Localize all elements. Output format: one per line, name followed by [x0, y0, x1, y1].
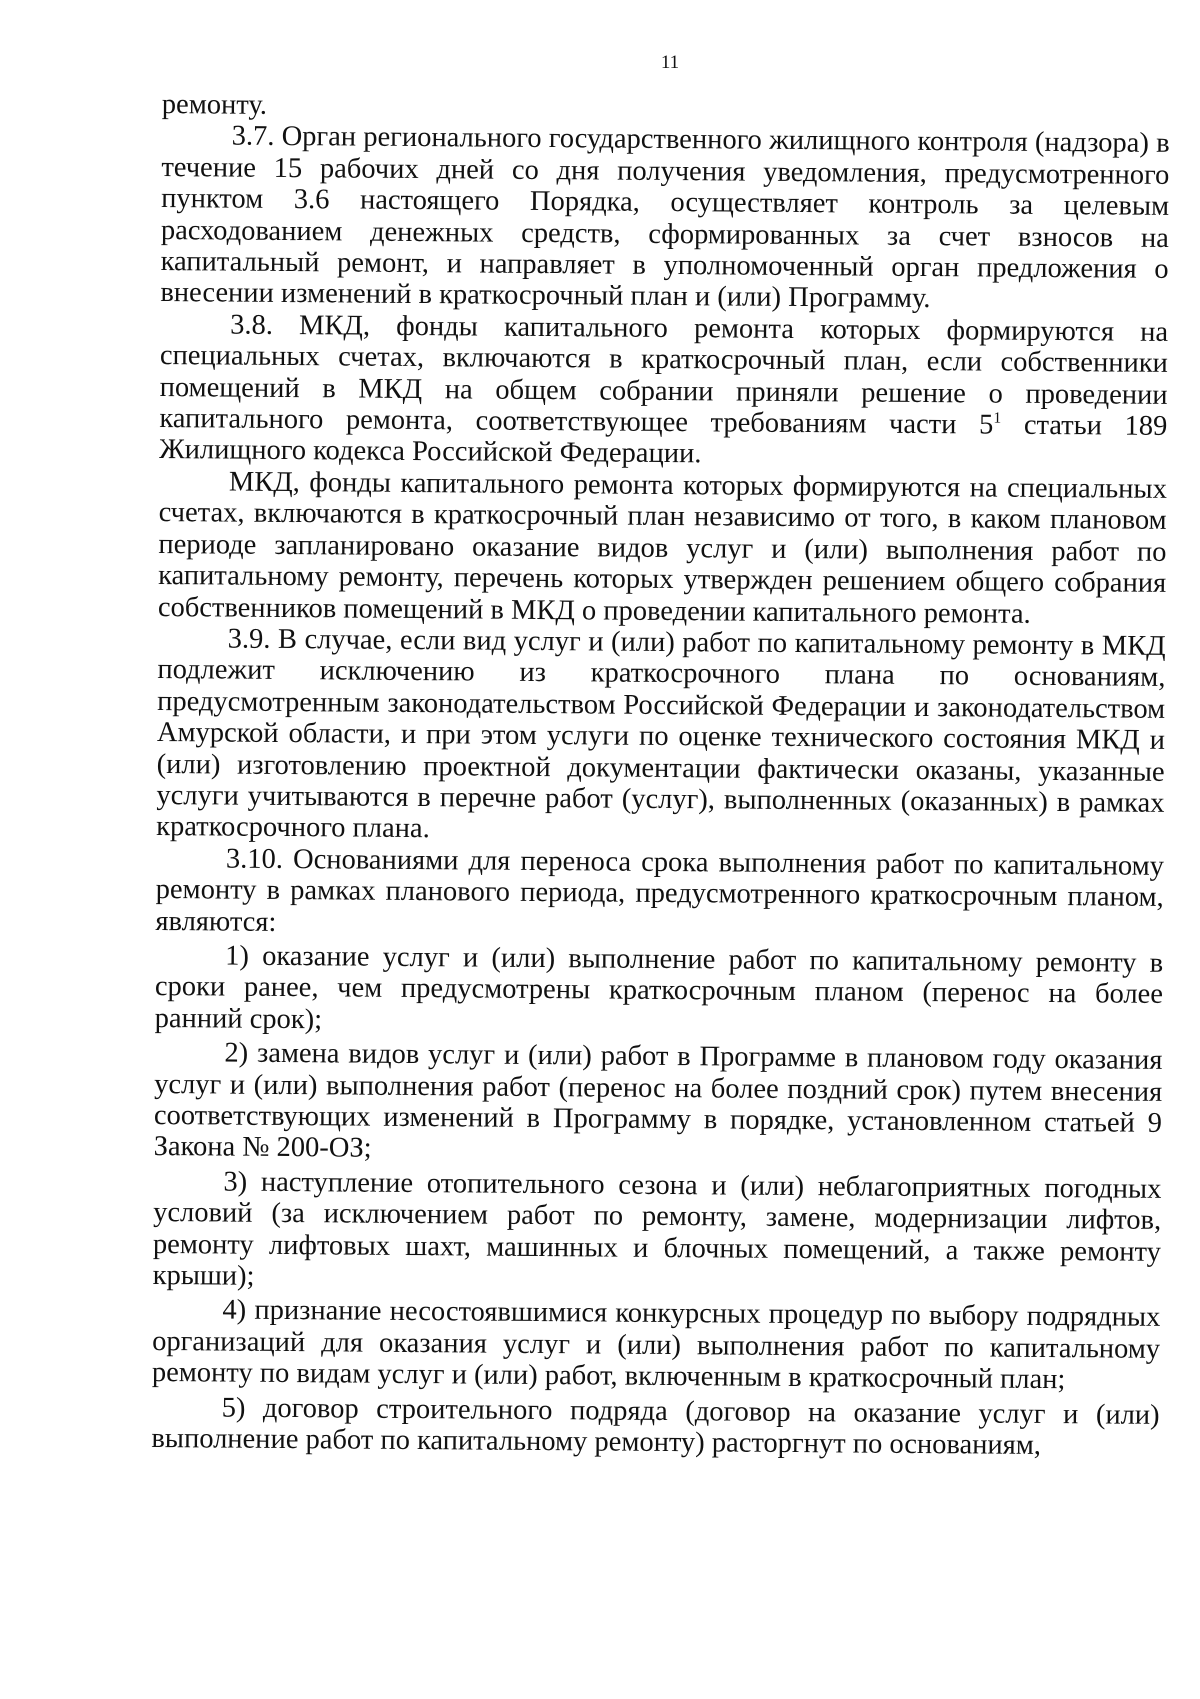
paragraph-mkd-special-accounts: МКД, фонды капитального ремонта которых формируются на специальных счетах, включаются в краткосрочный план независимо от того, в каком плановом периоде запланировано оказание видов услуг и (или) выполнения работ по капитальному ремонту, перечень которых утвержден решением общего собрания собственников помещений в МКД о проведении капитального ремонта.: [157, 466, 1168, 630]
document-body: [151, 89, 1170, 1462]
page-number: 11: [660, 52, 680, 73]
list-item-4: 4) признание несостоявшимися конкурсных процедур по выбору подрядных организаций для оказания услуг и (или) выполнения работ по капитальному ремонту по видам услуг и (или) работ, включенным в краткосрочный план;: [151, 1294, 1161, 1396]
paragraph-3-9: 3.9. В случае, если вид услуг и (или) работ по капитальному ремонту в МКД подлежит исключению из краткосрочного плана по основаниям, предусмотренным законодательством Российской Федерации и законодательством Амурской области, и при этом услуги по оценке технического состояния МКД и (или) изготовлению проектной документации фактически оказаны, указанные услуги учитываются в перечне работ (услуг), выполненных (оказанных) в рамках краткосрочного плана.: [156, 623, 1166, 845]
paragraph-continuation: ремонту.: [161, 89, 268, 121]
list-item-5: 5) договор строительного подряда (договор на оказание услуг и (или) выполнение работ по капитальному ремонту) расторгнут по основаниям,: [151, 1392, 1160, 1462]
list-item-1: 1) оказание услуг и (или) выполнение работ по капитальному ремонту в сроки ранее, чем предусмотрены краткосрочным планом (перенос на более ранний срок);: [154, 940, 1164, 1036]
list-item-3: 3) наступление отопительного сезона и (или) неблагоприятных погодных условий (за исключением работ по ремонту, замене, модернизации лифтов, ремонту лифтовых шахт, машинных и блочных помещений, а также ремонту крыши);: [152, 1166, 1162, 1292]
list-item-2: 2) замена видов услуг и (или) работ в Программе в плановом году оказания услуг и (или) выполнения работ (перенос на более поздний срок) путем внесения соответствующих изменений в Программу в порядке, установленном статьей 9 Закона № 200-ОЗ;: [153, 1037, 1163, 1165]
paragraph-3-10: 3.10. Основаниями для переноса срока выполнения работ по капитальному ремонту в рамках планового периода, предусмотренного краткосрочным планом, являются:: [155, 843, 1165, 938]
paragraph-3-7: 3.7. Орган регионального государственного жилищного контроля (надзора) в течение 15 рабочих дней со дня получения уведомления, предусмотренного пунктом 3.6 настоящего Порядка, осуществляет контроль за целевым расходованием денежных средств, сформированных за счет взносов на капитальный ремонт, и направляет в уполномоченный орган предложения о внесении изменений в краткосрочный план и (или) Программу.: [160, 120, 1170, 315]
superscript-1: 1: [993, 409, 1002, 427]
paragraph-3-8-text: 3.8. МКД, фонды капитального ремонта которых формируются на специальных счетах, включаются в краткосрочный план, если собственники помещений в МКД на общем собрании приняли решение о проведении капитального ремонта, соответствующее требованиям части 5: [159, 309, 1169, 441]
paragraph-3-8: [159, 309, 1168, 474]
paragraph-3-8-text-end: статьи 189 Жилищного кодекса Российской Федерации.: [159, 409, 1168, 470]
